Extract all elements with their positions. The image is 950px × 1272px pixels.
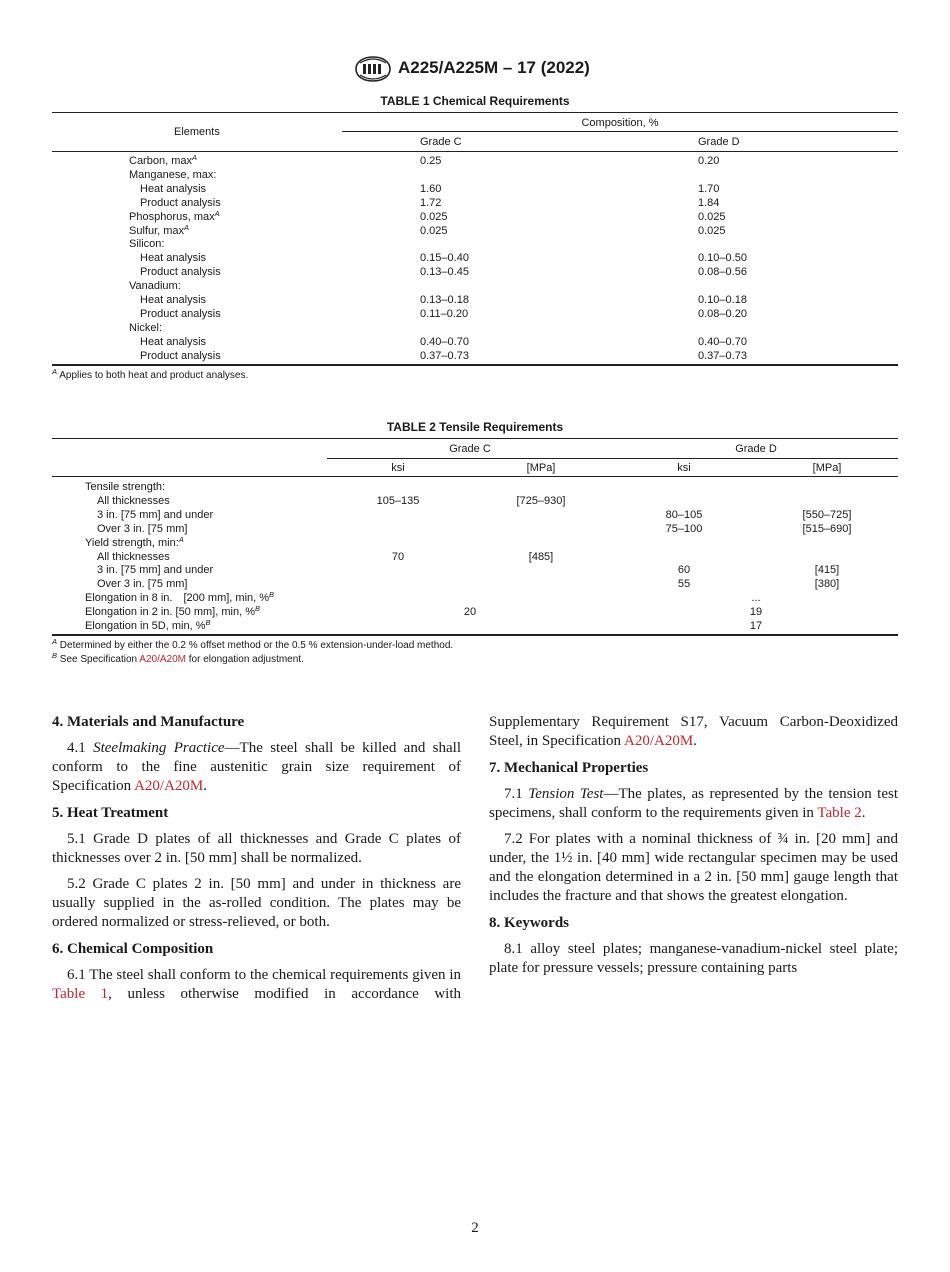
table1-top-rule (52, 112, 898, 113)
table1-cell-grade-c: 0.25 (420, 155, 442, 167)
table1-cell-grade-c: 0.13–0.45 (420, 266, 469, 279)
section-8-heading: 8. Keywords (489, 915, 569, 931)
table1-row-label: Product analysis (140, 349, 221, 362)
page-header (0, 56, 950, 82)
link-a20-footnote[interactable]: A20/A20M (139, 654, 186, 665)
table2-cell-d-mpa: [550–725] (802, 508, 852, 521)
table2-cell-d-mpa: [380] (814, 578, 840, 591)
table2-header-d-mpa: [MPa] (812, 462, 842, 474)
table1-row-label: Heat analysis (140, 294, 207, 306)
para-6-1: 6.1 The steel shall conform to the chemical requirements given in Table 1, unless otherwise modified in accordance with (52, 967, 461, 1002)
table1-header-grade-c: Grade C (420, 136, 462, 148)
footnote-mark: A (184, 222, 190, 232)
table2-cell-d-mpa: [515–690] (802, 522, 852, 535)
table2-cell-d-all: 19 (749, 606, 763, 619)
table1-row-label: Product analysis (140, 266, 221, 279)
table2-row-label: 3 in. [75 mm] and under (97, 508, 214, 521)
table2-row-label: Over 3 in. [75 mm] (97, 578, 188, 591)
table2-sub-rule (327, 458, 898, 459)
table2-cell-d-ksi: 75–100 (665, 522, 703, 535)
section-7-heading: 7. Mechanical Properties (489, 760, 649, 776)
table2-header-d-ksi: ksi (677, 462, 691, 474)
table2-row-label: Tensile strength: (85, 481, 166, 493)
table2-header-grade-c: Grade C (449, 443, 491, 455)
table1-cell-grade-d: 0.40–0.70 (698, 335, 747, 348)
link-table-1[interactable]: Table 1 (52, 986, 109, 1002)
table1-cell-grade-d: 0.08–0.20 (698, 307, 747, 320)
table2-cell-c-ksi: 70 (391, 550, 405, 563)
table2-header-c-ksi: ksi (391, 462, 405, 474)
table1-row-label: Heat analysis (140, 252, 207, 265)
table1-cell-grade-d: 1.70 (698, 182, 720, 195)
table1-footnote: $^A$ Applies to both heat and product analyses. (52, 367, 249, 381)
table2-cell-d-ksi: 80–105 (665, 508, 703, 521)
para-7-2: 7.2 For plates with a nominal thickness of ¾ in. [20 mm] and under, the 1½ in. [40 mm] wide rectangular specimen may be used and the elongation determined in a 2 in. [50 mm] gauge length that includes the fracture and that shows the greatest elongation. (489, 831, 898, 904)
table2-row-label: Elongation in 5D, min, %$^B$ (85, 618, 211, 632)
para-8-1: 8.1 alloy steel plates; manganese-vanadium-nickel steel plate; plate for pressure vessels; pressure containing parts (489, 941, 898, 976)
table1-row-label: Carbon, $\max^A$ (129, 153, 197, 167)
footnote-mark: B (254, 604, 260, 614)
table1-cell-grade-d: 1.84 (698, 196, 720, 209)
table1-row-label: Product analysis (140, 196, 221, 209)
table2-cell-d-all: ... (751, 592, 761, 605)
table1-header-composition: Composition, % (581, 117, 659, 129)
para-5-2: 5.2 Grade C plates 2 in. [50 mm] and under in thickness are usually supplied in the as-rolled condition. The plates may be ordered normalized or stress-relieved, or both. (52, 876, 461, 930)
table1-row-label: Silicon: (129, 238, 165, 251)
section-6-heading: 6. Chemical Composition (52, 941, 214, 957)
table1-row-label: Heat analysis (140, 182, 207, 195)
table1-cell-grade-c: 0.11–0.20 (420, 307, 469, 320)
table2-cell-d-mpa: [415] (814, 564, 840, 577)
table2-row-label: All thicknesses (97, 550, 170, 563)
table2-row-label: Elongation in 8 in. [200 mm], min, %$^B$ (85, 590, 275, 605)
table2-cell-c-all: 20 (463, 606, 477, 619)
table1-row-label: Manganese, max: (129, 168, 217, 181)
table1-cell-grade-c: 0.025 (420, 210, 448, 223)
table1-cell-grade-d: 0.37–0.73 (698, 349, 747, 362)
table1-cell-grade-d: 0.025 (698, 210, 726, 223)
para-5-1: 5.1 Grade D plates of all thicknesses and Grade C plates of thicknesses over 2 in. [50 mm] shall be normalized. (52, 831, 461, 866)
para-7-1: 7.1 Tension Test—The plates, as represented by the tension test specimens, shall conform to the requirements given in Table 2. (489, 786, 899, 821)
table2-caption: TABLE 2 Tensile Requirements (386, 420, 564, 434)
footnote-mark: A (214, 208, 220, 218)
table1-cell-grade-d: 0.10–0.18 (698, 294, 747, 306)
table1-header-grade-d: Grade D (698, 136, 740, 148)
para-4-1: 4.1 Steelmaking Practice—The steel shall be killed and shall conform to the fine austenitic grain size requirement of Specification A20/A20M. (52, 740, 461, 794)
table2-row-label: Over 3 in. [75 mm] (97, 522, 188, 535)
page-number: 2 (471, 1220, 479, 1236)
table2-bottom-rule (52, 634, 898, 636)
table2-row-label: 3 in. [75 mm] and under (97, 564, 214, 577)
footnote-mark: A (178, 534, 184, 544)
table1-cell-grade-c: 0.13–0.18 (420, 294, 469, 306)
footnote-mark: A (191, 153, 197, 162)
table2-row-label: Yield strength, min:$^A$ (85, 534, 184, 549)
table1-cell-grade-c: 0.40–0.70 (420, 335, 469, 348)
link-a20-6-1[interactable]: A20/A20M (623, 733, 694, 749)
table1-cell-grade-c: 0.37–0.73 (420, 349, 469, 362)
table1-bottom-rule (52, 364, 898, 366)
table1-row-label: Heat analysis (140, 335, 207, 348)
footnote-mark: B (269, 590, 275, 600)
table2-row-label: Elongation in 2 in. [50 mm], min, %$^B$ (85, 604, 260, 619)
table1-caption: TABLE 1 Chemical Requirements (380, 94, 570, 108)
table1-cell-grade-d: 0.20 (698, 155, 720, 167)
document-title: A225/A225M – 17 (2022) (398, 58, 590, 77)
footnote-mark: B (205, 618, 211, 627)
table2-header-rule (52, 476, 898, 477)
table2-cell-d-ksi: 60 (677, 564, 691, 577)
table1-cell-grade-c: 1.60 (420, 182, 442, 195)
table1-cell-grade-d: 0.025 (698, 224, 726, 237)
para-6-1-continued: Supplementary Requirement S17, Vacuum Carbon-Deoxidized Steel, in Specification A20/A20M. (489, 714, 898, 749)
table2-top-rule (52, 438, 898, 439)
section-5-heading: 5. Heat Treatment (52, 805, 169, 821)
table1-row-label: Vanadium: (129, 280, 181, 293)
section-4-heading: 4. Materials and Manufacture (52, 714, 245, 730)
table1-row-label: Nickel: (129, 321, 163, 334)
right-column (489, 713, 898, 978)
table2-cell-c-ksi: 105–135 (376, 494, 420, 507)
table1-sub-rule (342, 131, 898, 132)
table1-header-rule (52, 151, 898, 152)
table2-header-c-mpa: [MPa] (526, 462, 556, 474)
table1-cell-grade-d: 0.08–0.56 (698, 266, 747, 279)
link-a20-4-1[interactable]: A20/A20M (134, 778, 204, 794)
table2-header-grade-d: Grade D (735, 443, 777, 455)
table2-footnote-a: $^A$ Determined by either the 0.2 % offset method or the 0.5 % extension-under-load method. (52, 637, 454, 651)
link-table-2[interactable]: Table 2 (817, 805, 862, 821)
table1-cell-grade-c: 0.025 (420, 224, 448, 237)
table2-cell-c-mpa: [725–930] (516, 494, 566, 507)
table2-footnote-b: $^B$ See Specification A20/A20M for elongation adjustment. (52, 651, 304, 665)
table1-cell-grade-d: 0.10–0.50 (698, 252, 747, 265)
table1-row-label: Phosphorus, $\max^A$ (129, 208, 220, 223)
table2-row-label: All thicknesses (97, 494, 170, 507)
table2-cell-d-all: 17 (749, 620, 763, 632)
table1-cell-grade-c: 0.15–0.40 (420, 252, 469, 265)
table2-cell-c-mpa: [485] (528, 550, 554, 563)
table1-header-elements: Elements (174, 126, 220, 138)
table2-cell-d-ksi: 55 (677, 578, 691, 591)
table1-row-label: Sulfur, $\max^A$ (129, 222, 190, 237)
table1-row-label: Product analysis (140, 307, 221, 320)
astm-logo-icon (354, 56, 392, 82)
left-column (52, 713, 461, 1004)
table1-cell-grade-c: 1.72 (420, 196, 442, 209)
